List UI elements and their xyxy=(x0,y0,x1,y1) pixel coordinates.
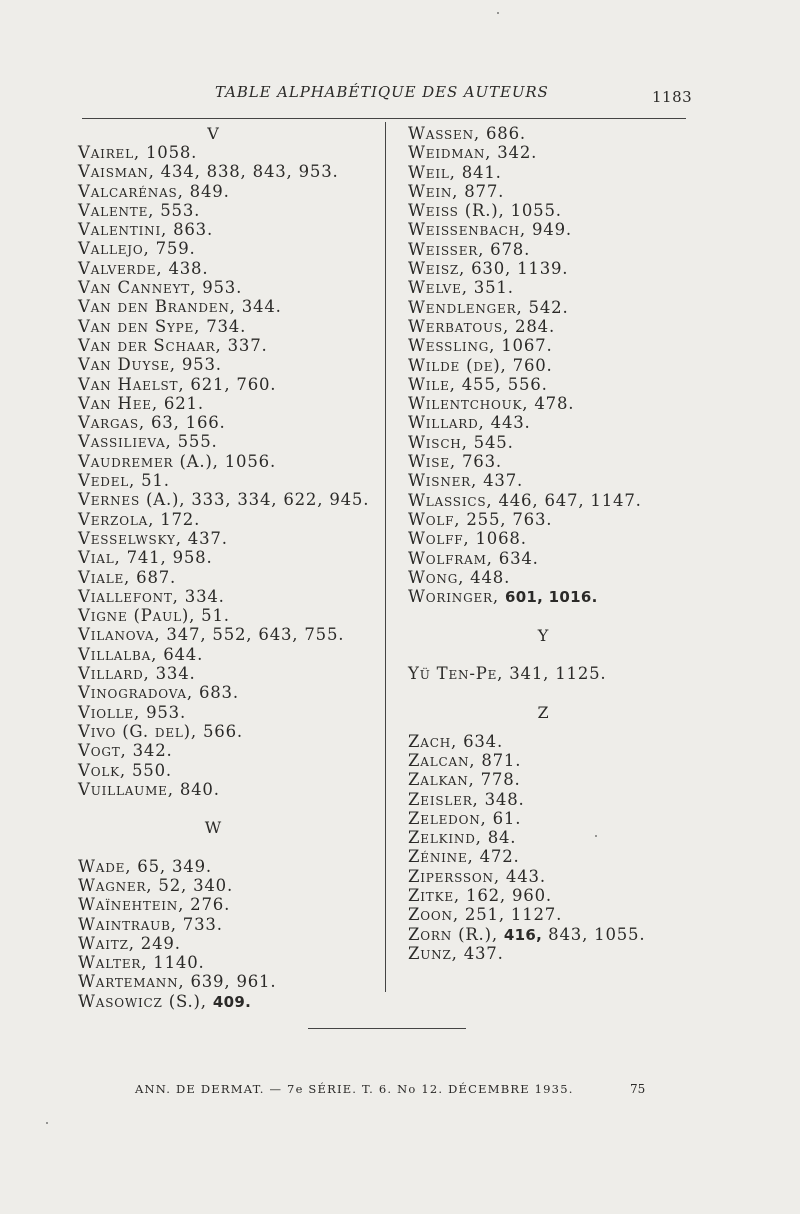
index-entry xyxy=(408,433,688,452)
author-name: Wilentchouk, xyxy=(408,394,529,414)
author-name: Vaudremer (A.), xyxy=(78,451,219,471)
section-letter: V xyxy=(207,124,219,143)
index-entry xyxy=(408,664,688,683)
page-references: 1068. xyxy=(469,529,527,549)
index-entry xyxy=(78,857,378,876)
author-name: Zunz, xyxy=(408,943,458,963)
author-name: Werbatous, xyxy=(408,316,510,336)
author-name: Vaisman, xyxy=(78,162,155,182)
author-name: Wessling, xyxy=(408,336,496,356)
index-entry xyxy=(78,490,378,509)
author-name: Walter, xyxy=(78,953,148,973)
index-entry xyxy=(78,568,378,587)
author-name: Van Haelst, xyxy=(78,374,185,394)
page-references: 333, 334, 622, 945. xyxy=(185,490,370,510)
page-references: 734. xyxy=(200,316,247,336)
page-references: 478. xyxy=(528,394,575,414)
index-entry xyxy=(78,510,378,529)
index-entry xyxy=(408,491,688,510)
index-entry xyxy=(408,510,688,529)
page-references: 639, 961. xyxy=(184,972,277,992)
author-name: Waitz, xyxy=(78,933,135,953)
page-references: 348. xyxy=(478,789,525,809)
index-entry xyxy=(408,298,688,317)
page-references: 678. xyxy=(484,239,531,259)
author-name: Zach, xyxy=(408,731,458,751)
page-references: 759. xyxy=(149,239,196,259)
page-references: 249. xyxy=(134,933,181,953)
author-name: Viale, xyxy=(78,567,131,587)
index-entry xyxy=(408,201,688,220)
author-name: Zelkind, xyxy=(408,828,482,848)
page-references: 953. xyxy=(175,355,222,375)
page-references: 276. xyxy=(184,895,231,915)
page-references: 542. xyxy=(522,297,569,317)
page-references: 342. xyxy=(491,143,538,163)
author-name: Van der Schaar, xyxy=(78,335,222,355)
index-entry xyxy=(78,452,378,471)
author-name: Vuillaume, xyxy=(78,779,174,799)
author-name: Van Duyse, xyxy=(78,355,176,375)
index-entry xyxy=(78,876,378,895)
index-entry xyxy=(78,953,378,972)
page-references: 337. xyxy=(221,335,268,355)
section-letter: Y xyxy=(537,625,549,645)
footer-citation: ANN. DE DERMAT. — 7e SÉRIE. T. 6. No 12. DÉCEMBRE 1935. xyxy=(135,1082,574,1096)
author-name: Wilde (de), xyxy=(408,355,507,375)
author-name: Volk, xyxy=(78,760,126,780)
page-references: 334. xyxy=(178,586,225,606)
author-name: Zeisler, xyxy=(408,789,479,809)
index-entry xyxy=(78,741,378,760)
page-references: 621, 760. xyxy=(184,374,277,394)
footer-rule xyxy=(308,1028,466,1029)
index-entry xyxy=(78,355,378,374)
author-name: Wolff, xyxy=(408,529,470,549)
page-references: 251, 1127. xyxy=(458,905,563,925)
index-entry xyxy=(78,182,378,201)
author-name: Vivo (G. del), xyxy=(78,721,197,741)
page-references: 863. xyxy=(167,220,214,240)
author-name: Villalba, xyxy=(78,644,158,664)
paper-speck xyxy=(595,835,597,837)
spacer xyxy=(408,606,688,625)
index-entry xyxy=(78,143,378,162)
author-name: Willard, xyxy=(408,413,485,433)
author-name: Zoon, xyxy=(408,905,459,925)
index-entry xyxy=(408,905,688,924)
index-entry xyxy=(408,925,688,944)
page-references: 630, 1139. xyxy=(465,259,569,279)
page-references: 841. xyxy=(455,162,502,182)
author-name: Zénine, xyxy=(408,847,474,867)
page-references: 1140. xyxy=(147,953,205,973)
author-name: Wong, xyxy=(408,567,465,587)
index-entry xyxy=(408,732,688,751)
author-name: Wlassics, xyxy=(408,490,493,510)
page-references: 566. xyxy=(196,721,243,741)
index-entry xyxy=(408,240,688,259)
index-entry xyxy=(408,549,688,568)
index-entry xyxy=(78,432,378,451)
page-references: 437. xyxy=(457,943,504,963)
author-name: Vairel, xyxy=(78,143,140,162)
page-references: 840. xyxy=(173,779,220,799)
page-references: 877. xyxy=(458,181,505,201)
index-entry xyxy=(408,278,688,297)
index-entry xyxy=(78,625,378,644)
author-name: Zalcan, xyxy=(408,750,476,770)
column-divider xyxy=(385,122,386,992)
index-entry xyxy=(78,317,378,336)
page-references: 455, 556. xyxy=(455,374,548,394)
author-name: Wendlenger, xyxy=(408,297,523,317)
author-name: Zorn (R.), xyxy=(408,924,498,944)
author-name: Viallefont, xyxy=(78,586,179,606)
page-references: 52, 340. xyxy=(152,875,234,895)
author-name: Wise, xyxy=(408,452,456,472)
page-references: 644. xyxy=(157,644,204,664)
page-references: 437. xyxy=(181,528,228,548)
page-references: 953. xyxy=(140,702,187,722)
page-references: 741, 958. xyxy=(120,548,213,568)
index-entry xyxy=(408,124,688,143)
page-references: 849. xyxy=(183,181,230,201)
page-references: 778. xyxy=(474,770,521,790)
index-entry xyxy=(78,375,378,394)
running-title: TABLE ALPHABÉTIQUE DES AUTEURS xyxy=(215,83,549,101)
index-entry xyxy=(78,336,378,355)
author-name: Vogt, xyxy=(78,741,127,761)
index-entry xyxy=(408,259,688,278)
author-name: Vedel, xyxy=(78,471,136,491)
index-entry xyxy=(78,259,378,278)
index-entry xyxy=(78,934,378,953)
index-entry xyxy=(408,471,688,490)
index-entry xyxy=(408,163,688,182)
author-name: Wolf, xyxy=(408,509,461,529)
page-references: 51. xyxy=(195,606,230,626)
page-references: 760. xyxy=(506,355,553,375)
author-name: Violle, xyxy=(78,702,141,722)
page-references: 334. xyxy=(149,664,196,684)
author-name: Wisner, xyxy=(408,471,478,491)
page-references: 51. xyxy=(135,471,170,491)
author-name: Zalkan, xyxy=(408,770,475,790)
index-entry xyxy=(78,394,378,413)
page-references: 871. xyxy=(475,750,522,770)
index-entry xyxy=(78,587,378,606)
page-references: 1055. xyxy=(504,201,562,221)
page-references: 351. xyxy=(467,278,514,298)
left-column xyxy=(78,124,378,1011)
page-references: 686. xyxy=(479,124,526,143)
index-entry xyxy=(78,413,378,432)
author-name: Zipersson, xyxy=(408,866,500,886)
author-name: Wein, xyxy=(408,181,459,201)
index-entry xyxy=(78,664,378,683)
page-references: 634. xyxy=(492,548,539,568)
author-name: Vinogradova, xyxy=(78,683,193,703)
author-name: Woringer, xyxy=(408,587,499,607)
page-references: 550. xyxy=(125,760,172,780)
index-entry xyxy=(78,239,378,258)
index-entry xyxy=(78,162,378,181)
author-name: Welve, xyxy=(408,278,468,298)
page-references: 255, 763. xyxy=(460,509,553,529)
page-references: 1067. xyxy=(495,336,553,356)
index-entry xyxy=(408,944,688,963)
author-name: Wagner, xyxy=(78,875,153,895)
page-references: 843, 1055. xyxy=(542,924,646,944)
author-name: Yü Ten-Pe, xyxy=(408,664,504,684)
page-references: 438. xyxy=(162,258,209,278)
index-entry xyxy=(408,143,688,162)
author-name: Weiss (R.), xyxy=(408,201,505,221)
author-name: Van den Sype, xyxy=(78,316,201,336)
index-entry xyxy=(78,722,378,741)
author-name: Vigne (Paul), xyxy=(78,606,196,626)
index-entry xyxy=(408,452,688,471)
author-name: Valente, xyxy=(78,200,155,220)
index-entry xyxy=(78,703,378,722)
index-entry xyxy=(408,413,688,432)
index-entry xyxy=(78,972,378,991)
author-name: Wade, xyxy=(78,856,132,876)
author-name: Vesselwsky, xyxy=(78,528,182,548)
page-references: 763. xyxy=(455,452,502,472)
page-references: 949. xyxy=(525,220,572,240)
author-name: Van Hee, xyxy=(78,393,158,413)
index-entry xyxy=(408,375,688,394)
right-column xyxy=(408,124,688,963)
page-references: 347, 552, 643, 755. xyxy=(160,625,345,645)
index-entry xyxy=(408,847,688,866)
section-letter: W xyxy=(204,818,222,838)
section-letter: Z xyxy=(537,702,549,722)
page-references: 84. xyxy=(481,828,517,848)
author-name: Verzola, xyxy=(78,509,155,529)
page-references: 683. xyxy=(192,683,239,703)
page-references: 443. xyxy=(484,413,531,433)
author-name: Zitke, xyxy=(408,885,460,905)
author-name: Vilanova, xyxy=(78,625,161,645)
index-entry xyxy=(408,886,688,905)
author-name: Valentini, xyxy=(78,220,168,240)
index-entry xyxy=(78,683,378,702)
author-name: Weissenbach, xyxy=(408,220,526,240)
page-references: 555. xyxy=(171,432,218,452)
page-references: 434, 838, 843, 953. xyxy=(154,162,339,182)
index-entry xyxy=(408,828,688,847)
index-entry xyxy=(408,529,688,548)
spacer xyxy=(408,722,688,732)
page-references: 162, 960. xyxy=(459,885,552,905)
index-entry xyxy=(408,751,688,770)
author-name: Waintraub, xyxy=(78,914,177,934)
index-entry xyxy=(408,867,688,886)
spacer xyxy=(408,683,688,702)
page-references: 341, 1125. xyxy=(503,664,607,684)
page-references: 344. xyxy=(235,297,282,317)
page-references: 1058. xyxy=(139,143,198,162)
index-entry xyxy=(78,895,378,914)
index-entry xyxy=(78,220,378,239)
page-references: 621. xyxy=(157,393,204,413)
index-entry xyxy=(408,317,688,336)
author-name: Vallejo, xyxy=(78,239,150,259)
author-name: Waïnehtein, xyxy=(78,895,185,915)
author-name: Villard, xyxy=(78,664,150,684)
index-entry xyxy=(78,645,378,664)
bold-page-reference: 409. xyxy=(212,992,252,1011)
index-entry xyxy=(408,587,688,606)
index-entry xyxy=(408,356,688,375)
page-references: 1056. xyxy=(218,451,276,471)
author-name: Wolfram, xyxy=(408,548,493,568)
index-entry xyxy=(408,394,688,413)
index-entry xyxy=(408,336,688,355)
author-name: Wasowicz (S.), xyxy=(78,991,207,1011)
bold-page-reference: 416, xyxy=(503,925,543,944)
header-rule xyxy=(82,118,686,119)
page-references: 634. xyxy=(457,731,504,751)
page-references: 172. xyxy=(154,509,201,529)
index-entry xyxy=(408,568,688,587)
author-name: Weisser, xyxy=(408,239,485,259)
page-references: 545. xyxy=(467,432,514,452)
author-name: Vassilieva, xyxy=(78,432,172,452)
index-entry xyxy=(78,529,378,548)
index-entry xyxy=(78,297,378,316)
index-entry xyxy=(78,761,378,780)
author-name: Zeledon, xyxy=(408,808,487,828)
page-references: 342. xyxy=(126,741,173,761)
index-entry xyxy=(78,471,378,490)
author-name: Van Canneyt, xyxy=(78,278,197,298)
page-references: 448. xyxy=(464,567,511,587)
index-entry xyxy=(408,790,688,809)
index-entry xyxy=(408,809,688,828)
page-references: 733. xyxy=(176,914,223,934)
author-name: Weisz, xyxy=(408,259,466,279)
author-name: Wartemann, xyxy=(78,972,185,992)
page-references: 553. xyxy=(154,200,201,220)
footer-signature: 75 xyxy=(630,1082,646,1096)
page-references: 284. xyxy=(509,316,555,336)
author-name: Van den Branden, xyxy=(78,297,236,317)
bold-page-reference: 601, 1016. xyxy=(504,588,598,607)
spacer xyxy=(408,645,688,664)
author-name: Valverde, xyxy=(78,258,163,278)
author-name: Weidman, xyxy=(408,143,492,163)
author-name: Vial, xyxy=(78,548,121,568)
spacer xyxy=(78,799,378,818)
spacer xyxy=(78,837,378,856)
author-name: Wisch, xyxy=(408,432,468,452)
paper-speck xyxy=(46,1122,48,1124)
page-references: 443. xyxy=(499,866,546,886)
index-entry xyxy=(78,992,378,1011)
page-references: 61. xyxy=(486,808,522,828)
index-entry xyxy=(78,278,378,297)
author-name: Valcarénas, xyxy=(78,181,184,201)
page-references: 953. xyxy=(196,278,243,298)
index-entry xyxy=(408,220,688,239)
author-name: Weil, xyxy=(408,162,456,182)
index-entry xyxy=(78,915,378,934)
paper-speck xyxy=(497,12,499,14)
author-name: Vernes (A.), xyxy=(78,490,186,510)
page-references: 472. xyxy=(473,847,520,867)
page-references: 446, 647, 1147. xyxy=(492,490,642,510)
author-name: Vargas, xyxy=(78,413,145,433)
index-entry xyxy=(408,770,688,789)
index-entry xyxy=(78,606,378,625)
page-references: 687. xyxy=(130,567,177,587)
index-entry xyxy=(78,548,378,567)
index-entry xyxy=(78,780,378,799)
index-entry xyxy=(408,182,688,201)
page-references: 65, 349. xyxy=(131,856,212,876)
author-name: Wassen, xyxy=(408,124,480,143)
page-references: 437. xyxy=(477,471,524,491)
page-references: 63, 166. xyxy=(144,413,226,433)
page-number: 1183 xyxy=(652,88,693,106)
author-name: Wile, xyxy=(408,374,456,394)
index-entry xyxy=(78,201,378,220)
